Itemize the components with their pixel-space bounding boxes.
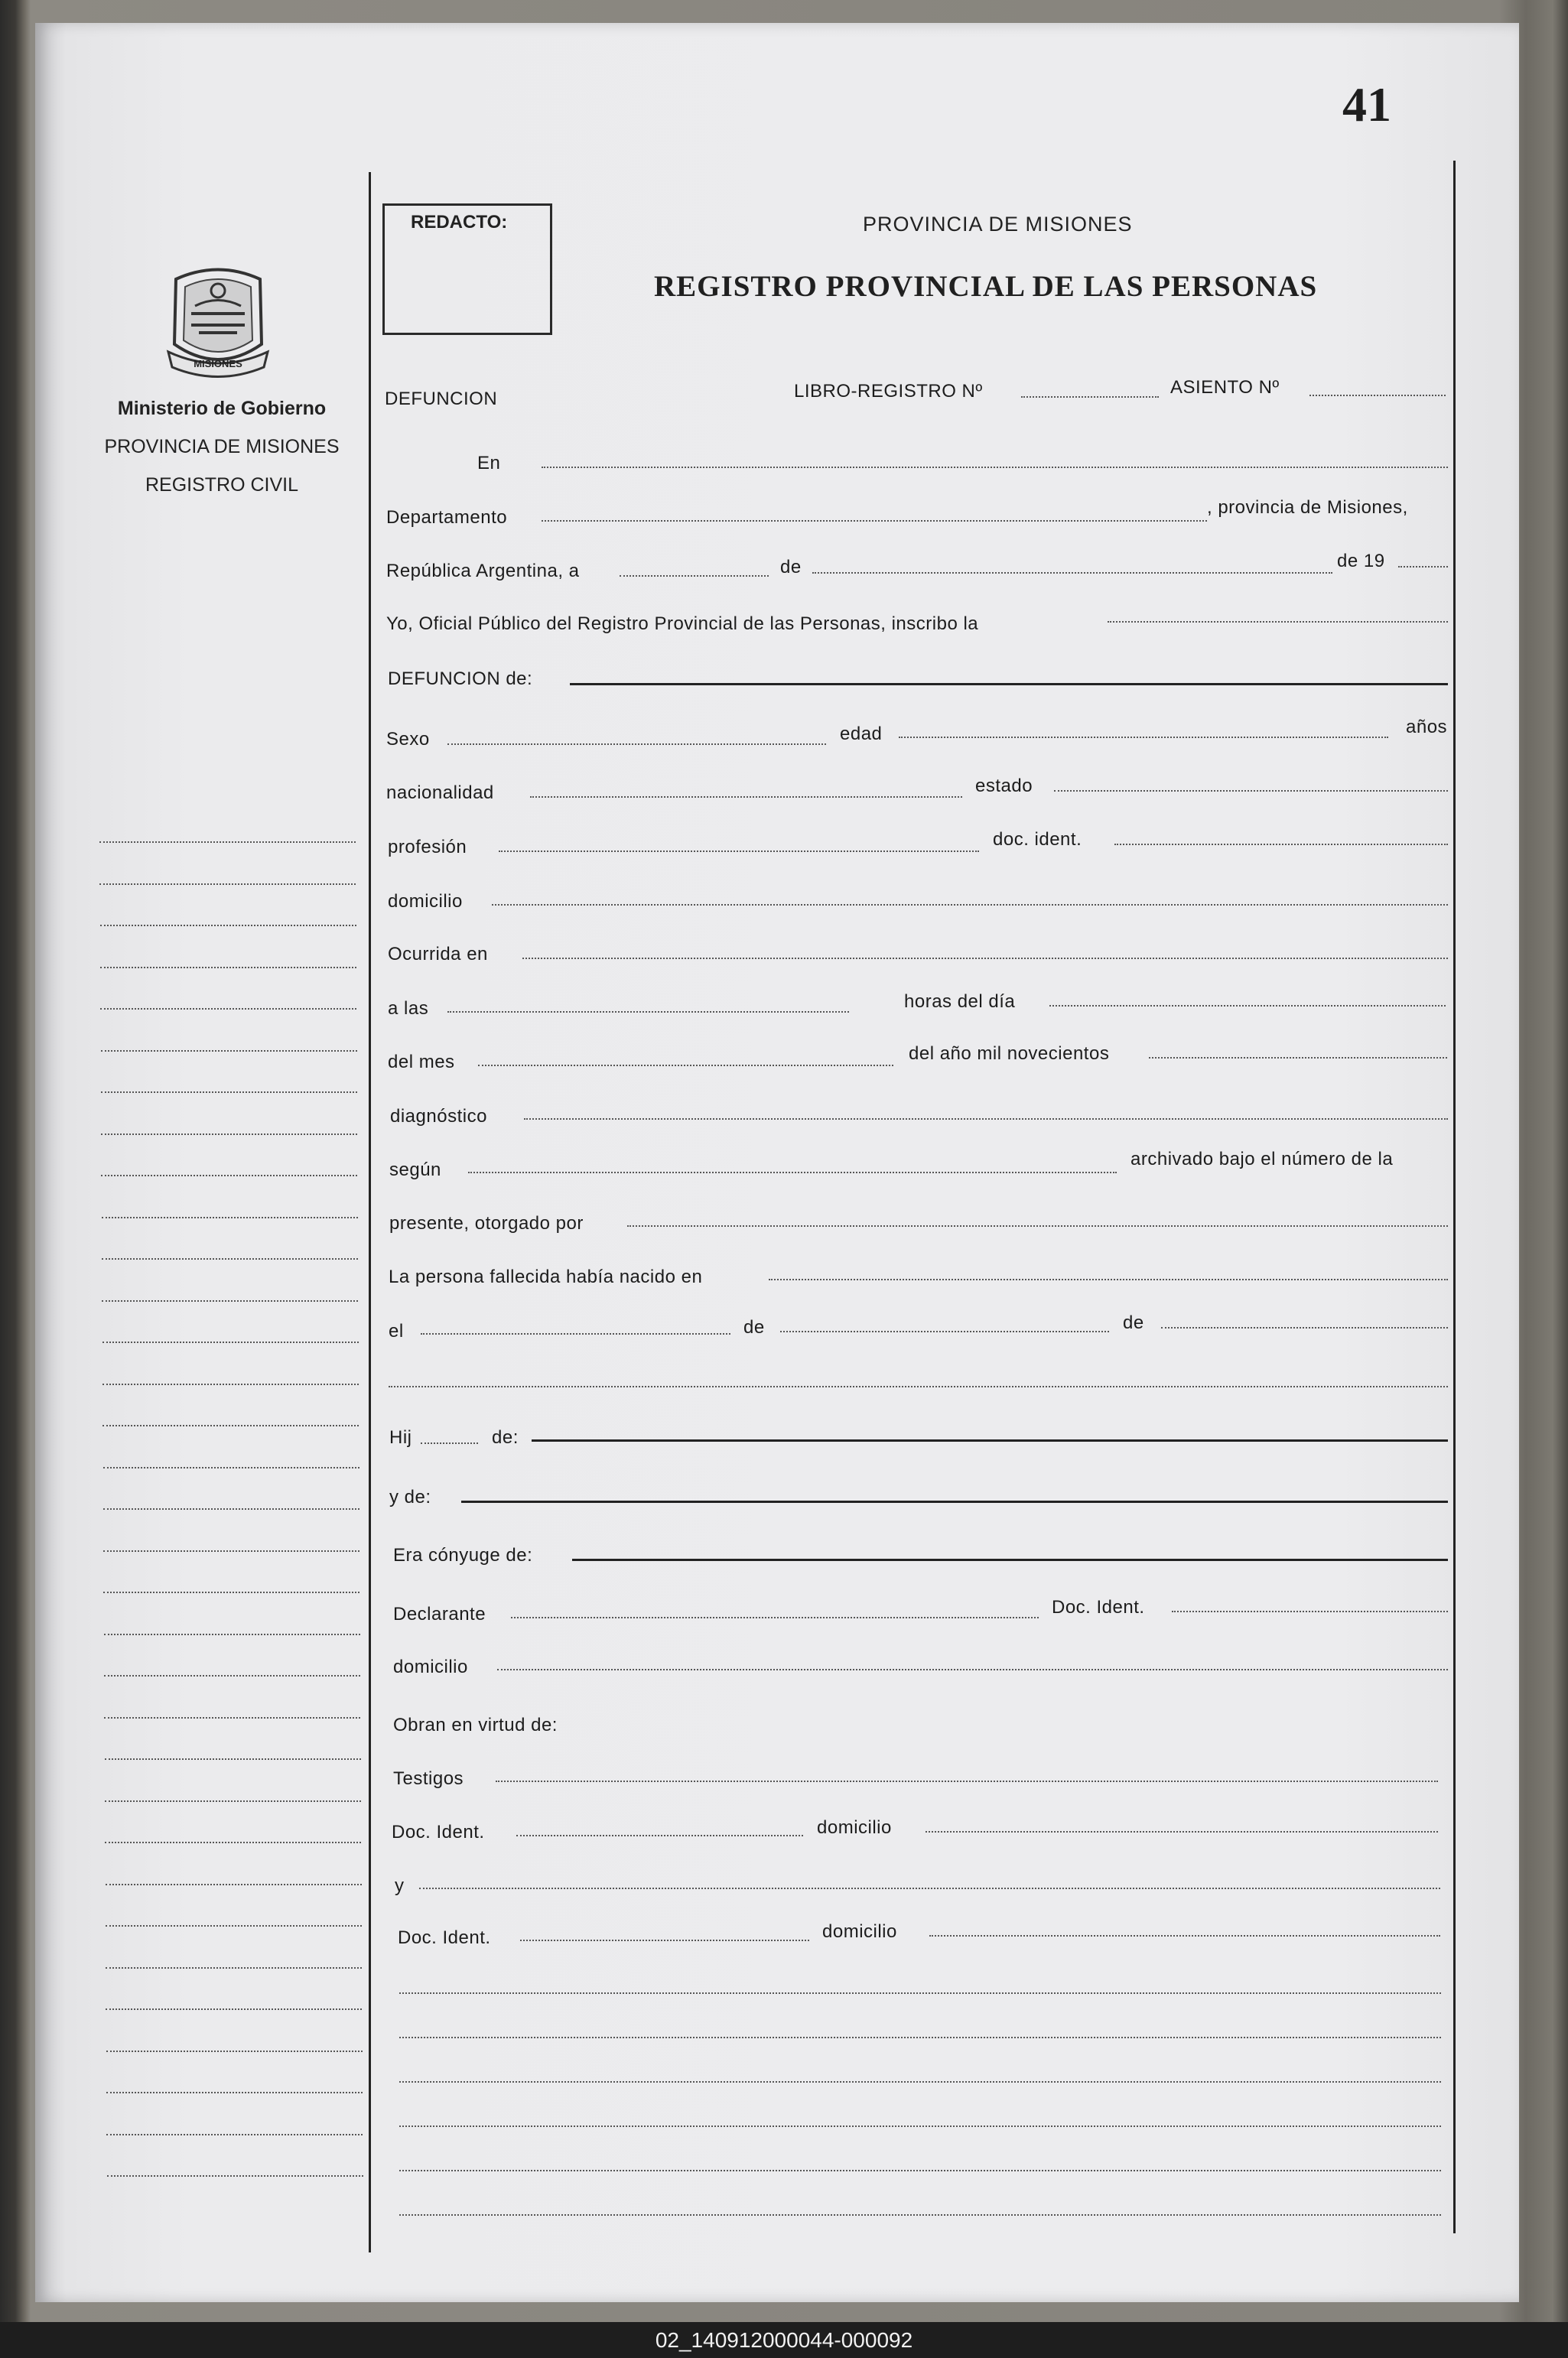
yo-oficial-label: Yo, Oficial Público del Registro Provincial de las Personas, inscribo la [386,613,979,634]
de3-label: de [1123,1312,1144,1333]
conyuge-field[interactable] [572,1559,1448,1561]
margin-line[interactable] [102,1425,359,1426]
margin-line[interactable] [101,1091,357,1093]
del-mes-label: del mes [388,1052,455,1072]
defuncion-de-field[interactable] [570,683,1448,685]
segun-field[interactable] [468,1172,1117,1173]
doc-ident4-label: Doc. Ident. [398,1927,491,1948]
el-label: el [389,1321,404,1342]
image-id-footer: 02_140912000044-000092 [0,2322,1568,2358]
en-label: En [477,453,501,473]
del-ano-label: del año mil novecientos [909,1043,1110,1064]
ocurrida-en-field[interactable] [522,958,1448,959]
profesion-label: profesión [388,837,467,857]
margin-line[interactable] [99,883,356,885]
inscribo-field[interactable] [1108,621,1448,623]
margin-line[interactable] [102,1342,359,1343]
margin-line[interactable] [99,841,356,843]
defuncion-label: DEFUNCION [385,389,498,409]
observaciones-line[interactable] [399,2037,1441,2038]
libro-label: LIBRO-REGISTRO Nº [794,381,983,402]
margin-province: PROVINCIA DE MISIONES [104,436,340,457]
extra-line-field[interactable] [389,1386,1448,1387]
left-rule [369,172,371,2252]
margin-line[interactable] [102,1300,358,1302]
observaciones-line[interactable] [399,2214,1441,2216]
archivado-label: archivado bajo el número de la [1130,1149,1394,1169]
margin-line[interactable] [100,1008,356,1010]
margin-line[interactable] [102,1217,358,1218]
margin-line[interactable] [103,1592,359,1593]
diagnostico-field[interactable] [524,1118,1448,1120]
testigo2-doc-field[interactable] [520,1940,809,1941]
observaciones-line[interactable] [399,2081,1441,2083]
right-rule [1453,161,1456,2233]
margin-line[interactable] [105,1800,361,1802]
a-las-field[interactable] [447,1011,849,1013]
departamento-label: Departamento [386,507,508,528]
sexo-label: Sexo [386,729,430,750]
nacimiento-dia-field[interactable] [421,1333,730,1335]
margin-line[interactable] [106,2092,363,2093]
presente-label: presente, otorgado por [389,1213,584,1234]
doc-ident3-label: Doc. Ident. [392,1822,485,1842]
doc-ident2-label: Doc. Ident. [1052,1597,1145,1618]
declarante-domicilio-field[interactable] [497,1669,1448,1670]
hij-suffix-field[interactable] [421,1442,478,1444]
horas-del-dia-label: horas del día [904,991,1016,1012]
de2-label: de [743,1317,765,1338]
margin-line[interactable] [106,1925,362,1927]
margin-line[interactable] [106,2051,363,2052]
en-field[interactable] [542,467,1448,468]
margin-line[interactable] [104,1634,360,1635]
margin-line[interactable] [101,1175,357,1176]
redacto-box [382,203,552,335]
margin-line[interactable] [103,1550,359,1552]
y-de-label: y de: [389,1487,431,1507]
dia-field[interactable] [1049,1005,1446,1007]
declarante-label: Declarante [393,1604,486,1625]
doc-ident-field[interactable] [1114,844,1448,845]
estado-label: estado [975,776,1033,796]
padre-field[interactable] [532,1439,1448,1442]
misiones-seal-icon [161,260,275,379]
observaciones-line[interactable] [399,1992,1441,1994]
persona-nacido-label: La persona fallecida había nacido en [389,1267,703,1287]
margin-line[interactable] [100,925,356,926]
year-field[interactable] [1398,566,1448,568]
margin-line[interactable] [104,1675,360,1677]
margin-line[interactable] [106,1884,362,1885]
conyuge-label: Era cónyuge de: [393,1545,533,1566]
header-province: PROVINCIA DE MISIONES [863,213,1133,236]
diagnostico-label: diagnóstico [390,1106,487,1127]
nacionalidad-label: nacionalidad [386,782,494,803]
nacido-en-field[interactable] [769,1279,1448,1280]
margin-registro: REGISTRO CIVIL [145,474,299,496]
asiento-label: ASIENTO Nº [1170,377,1280,398]
margin-line[interactable] [105,1842,361,1843]
testigo1-doc-field[interactable] [516,1835,803,1836]
margin-line[interactable] [104,1717,360,1719]
departamento-field[interactable] [542,520,1207,522]
testigos-label: Testigos [393,1768,464,1789]
nacimiento-ano-field[interactable] [1161,1327,1448,1329]
obran-label: Obran en virtud de: [393,1715,558,1735]
republica-label: República Argentina, a [386,561,580,581]
margin-line[interactable] [101,1050,357,1052]
profesion-field[interactable] [499,851,979,852]
margin-line[interactable] [106,2134,363,2135]
redacto-label: REDACTO: [411,212,508,233]
hij-de-label: de: [492,1427,519,1448]
margin-line[interactable] [107,2175,363,2177]
ministry-label: Ministerio de Gobierno [117,398,327,419]
declarante-field[interactable] [511,1617,1039,1618]
margin-line[interactable] [106,2008,362,2010]
libro-field[interactable] [1021,396,1159,398]
testigo2-domicilio-field[interactable] [929,1935,1440,1937]
otorgado-por-field[interactable] [627,1225,1448,1227]
observaciones-line[interactable] [399,2170,1441,2171]
estado-field[interactable] [1054,790,1448,792]
domicilio2-label: domicilio [393,1657,468,1677]
nacionalidad-field[interactable] [530,796,962,798]
segun-label: según [389,1159,441,1180]
ano-field[interactable] [1149,1057,1447,1059]
domicilio-label: domicilio [388,891,463,912]
margin-line[interactable] [106,1967,362,1969]
doc-ident-label: doc. ident. [993,829,1082,850]
anos-label: años [1406,717,1448,737]
day-field[interactable] [620,575,769,577]
page-number: 41 [1342,77,1391,132]
testigos-field[interactable] [496,1781,1438,1782]
margin-line[interactable] [102,1384,359,1385]
testigo1-domicilio-field[interactable] [926,1831,1438,1833]
declarante-doc-field[interactable] [1172,1611,1448,1612]
mes-field[interactable] [478,1065,893,1066]
margin-line[interactable] [102,1258,358,1260]
margin-line[interactable] [101,1133,357,1135]
madre-field[interactable] [461,1501,1448,1503]
asiento-field[interactable] [1309,395,1446,396]
de19-label: de 19 [1337,551,1385,571]
observaciones-line[interactable] [399,2125,1441,2127]
ocurrida-en-label: Ocurrida en [388,944,488,964]
header-registry: REGISTRO PROVINCIAL DE LAS PERSONAS [654,270,1318,303]
sexo-field[interactable] [447,743,826,745]
domicilio3-label: domicilio [817,1817,892,1838]
month-field[interactable] [812,572,1332,574]
y-label: y [395,1875,405,1896]
edad-field[interactable] [899,737,1388,738]
testigo2-field[interactable] [419,1888,1440,1889]
margin-line[interactable] [103,1508,359,1510]
margin-line[interactable] [103,1467,359,1468]
hij-label: Hij [389,1427,412,1448]
nacimiento-mes-field[interactable] [780,1331,1109,1332]
provincia-misiones-label: , provincia de Misiones, [1207,497,1408,518]
domicilio-field[interactable] [492,904,1448,906]
domicilio4-label: domicilio [822,1921,897,1942]
defuncion-de-label: DEFUNCION de: [388,668,533,689]
margin-line[interactable] [105,1758,361,1760]
de1-label: de [780,557,802,577]
a-las-label: a las [388,998,429,1019]
edad-label: edad [840,724,883,744]
seal-text: MISIONES [194,358,242,369]
margin-line[interactable] [100,967,356,968]
